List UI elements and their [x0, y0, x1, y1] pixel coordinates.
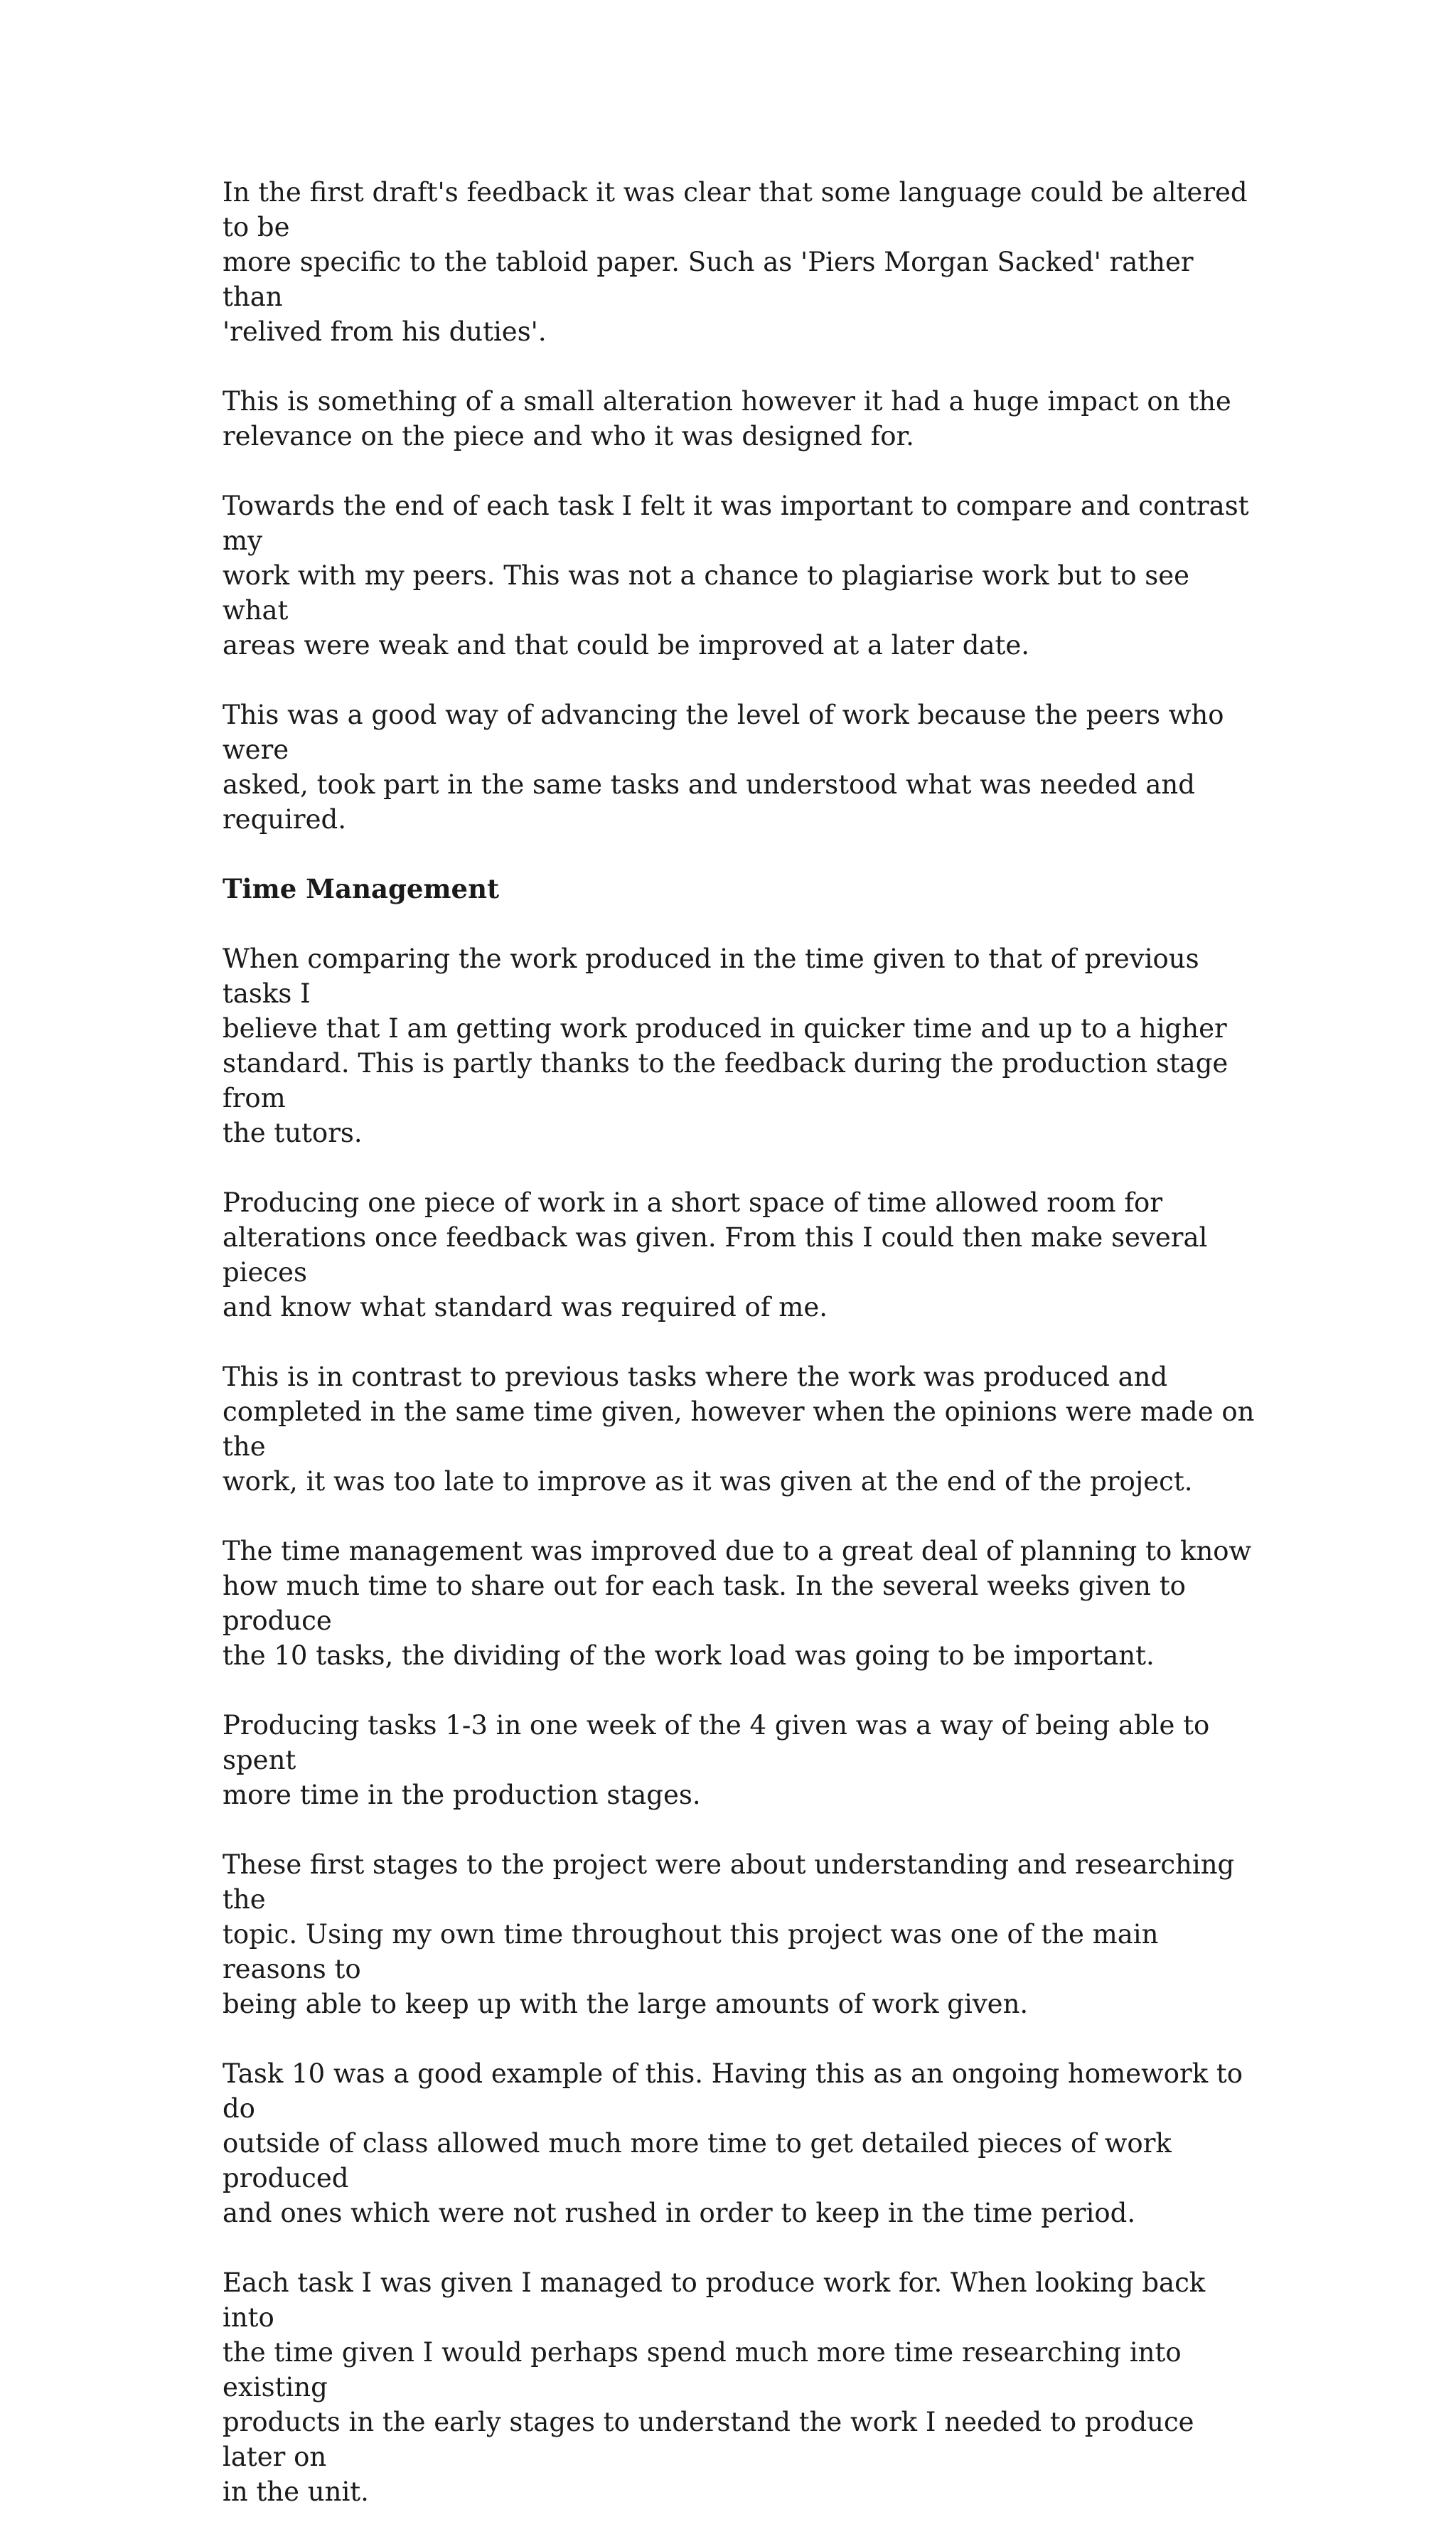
paragraph-small-alteration: This is something of a small alteration however it had a huge impact on the relevance on the piece and who it was designed for. [223, 386, 1231, 451]
paragraph-looking-back: Each task I was given I managed to produce work for. When looking back into the time given I would perhaps spend much more time researching into existing products in the early stages to understand the work I needed to produce later on in the unit. [223, 2267, 1206, 2507]
paragraph-short-space: Producing one piece of work in a short space of time allowed room for alterations once feedback was given. From this I could then make several pieces and know what standard was required of me. [223, 1187, 1208, 1322]
paragraph-compare-peers: Towards the end of each task I felt it was important to compare and contrast my work with my peers. This was not a chance to plagiarise work but to see what areas were weak and that could be improved at a later date. [223, 491, 1249, 661]
section-heading-time-management: Time Management [223, 873, 500, 904]
paragraph-task-10: Task 10 was a good example of this. Having this as an ongoing homework to do outside of class allowed much more time to get detailed pieces of work produced and ones which were not rushed in order to keep in the time period. [223, 2058, 1243, 2228]
paragraph-tasks-1-3: Producing tasks 1-3 in one week of the 4 given was a way of being able to spent more time in the production stages. [223, 1710, 1210, 1810]
paragraph-advancing-work: This was a good way of advancing the level of work because the peers who were asked, took part in the same tasks and understood what was needed and required. [223, 700, 1224, 835]
paragraph-comparing-work: When comparing the work produced in the time given to that of previous tasks I believe that I am getting work produced in quicker time and up to a higher standard. This is partly thanks to the feedback during the production stage from the tutors. [223, 944, 1228, 1148]
paragraph-contrast-previous: This is in contrast to previous tasks where the work was produced and completed in the same time given, however when the opinions were made on the work, it was too late to improve as it was given at the end of the project. [223, 1362, 1255, 1497]
paragraph-planning: The time management was improved due to a great deal of planning to know how much time to share out for each task. In the several weeks given to produce the 10 tasks, the dividing of the work load was going to be important. [223, 1536, 1252, 1671]
document-body [223, 175, 1260, 2544]
paragraph-first-stages: These first stages to the project were about understanding and researching the topic. Using my own time throughout this project was one of the main reasons to being able to keep up with the large amounts of work given. [223, 1849, 1235, 2019]
paragraph-feedback-language: In the first draft's feedback it was clear that some language could be altered to be more specific to the tabloid paper. Such as 'Piers Morgan Sacked' rather than 'relived from his duties'. [223, 177, 1248, 347]
